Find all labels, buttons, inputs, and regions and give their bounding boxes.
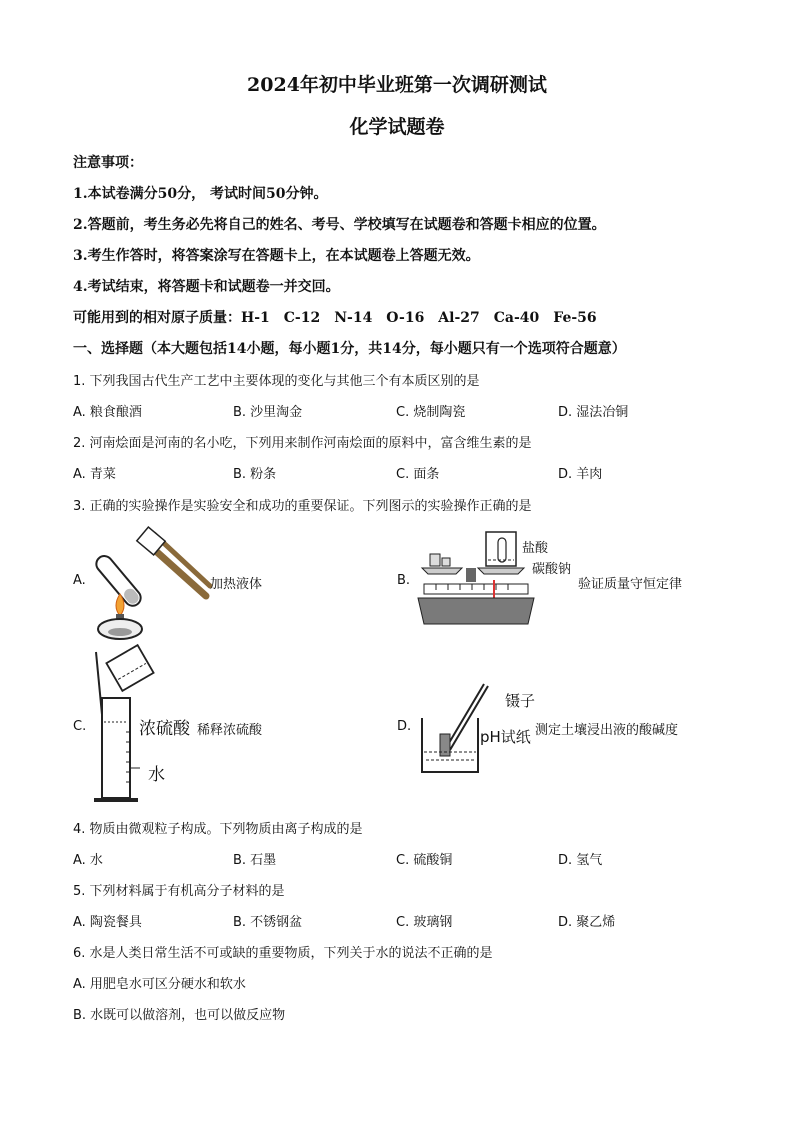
option-c: C. 玻璃钢 <box>396 915 453 930</box>
label-ph-paper: pH试纸 <box>480 728 531 746</box>
balance-figure <box>416 526 536 631</box>
option-d: D. 聚乙烯 <box>558 915 616 930</box>
option-b: B. 水既可以做溶剂，也可以做反应物 <box>73 1008 286 1023</box>
figure-a-letter: A. <box>73 573 86 588</box>
notes-item: 1.本试卷满分50分， 考试时间50分钟。 <box>73 186 328 202</box>
question-stem: 3. 正确的实验操作是实验安全和成功的重要保证。下列图示的实验操作正确的是 <box>73 499 532 514</box>
page-subtitle: 化学试题卷 <box>349 116 445 138</box>
figure-d-caption: 测定土壤浸出液的酸碱度 <box>535 723 679 738</box>
question-stem: 2. 河南烩面是河南的名小吃，下列用来制作河南烩面的原料中，富含维生素的是 <box>73 436 532 451</box>
figure-c-letter: C. <box>73 719 87 734</box>
notes-item: 3.考生作答时，将答案涂写在答题卡上，在本试题卷上答题无效。 <box>73 248 480 264</box>
option-c: C. 烧制陶瓷 <box>396 405 466 420</box>
option-c: C. 面条 <box>396 467 440 482</box>
option-c: C. 硫酸铜 <box>396 853 453 868</box>
option-b: B. 石墨 <box>233 853 277 868</box>
figure-c-caption: 稀释浓硫酸 <box>197 723 263 738</box>
option-b: B. 不锈钢盆 <box>233 915 303 930</box>
question-stem: 5. 下列材料属于有机高分子材料的是 <box>73 884 285 899</box>
notes-heading: 注意事项： <box>73 155 143 171</box>
label-conc-acid: 浓硫酸 <box>139 719 190 739</box>
atomic-masses: 可能用到的相对原子质量：H-1 C-12 N-14 O-16 Al-27 Ca-40 Fe-56 <box>73 310 597 326</box>
question-stem: 6. 水是人类日常生活不可或缺的重要物质，下列关于水的说法不正确的是 <box>73 946 493 961</box>
label-tweezers: 镊子 <box>505 692 536 710</box>
label-water: 水 <box>148 765 165 785</box>
figure-b-caption: 验证质量守恒定律 <box>578 577 683 592</box>
label-salt: 碳酸钠 <box>532 562 572 577</box>
option-d: D. 湿法冶铜 <box>558 405 629 420</box>
figure-b-letter: B. <box>397 573 411 588</box>
notes-item: 4.考试结束，将答题卡和试题卷一并交回。 <box>73 279 340 295</box>
heating-liquid-figure <box>88 526 218 641</box>
option-a: A. 用肥皂水可区分硬水和软水 <box>73 977 246 992</box>
option-a: A. 陶瓷餐具 <box>73 915 142 930</box>
figure-d-letter: D. <box>397 719 412 734</box>
question-stem: 1. 下列我国古代生产工艺中主要体现的变化与其他三个有本质区别的是 <box>73 374 480 389</box>
option-a: A. 青菜 <box>73 467 116 482</box>
label-acid: 盐酸 <box>522 541 549 556</box>
option-b: B. 沙里淘金 <box>233 405 303 420</box>
notes-item: 2.答题前，考生务必先将自己的姓名、考号、学校填写在试题卷和答题卡相应的位置。 <box>73 217 606 233</box>
option-b: B. 粉条 <box>233 467 277 482</box>
page-title: 2024年初中毕业班第一次调研测试 <box>247 74 547 96</box>
figure-a-caption: 加热液体 <box>210 577 263 592</box>
question-stem: 4. 物质由微观粒子构成。下列物质由离子构成的是 <box>73 822 363 837</box>
option-a: A. 粮食酿酒 <box>73 405 142 420</box>
option-d: D. 羊肉 <box>558 467 603 482</box>
option-a: A. 水 <box>73 853 103 868</box>
option-d: D. 氢气 <box>558 853 603 868</box>
section-heading: 一、选择题（本大题包括14小题，每小题1分，共14分，每小题只有一个选项符合题意） <box>73 341 626 357</box>
